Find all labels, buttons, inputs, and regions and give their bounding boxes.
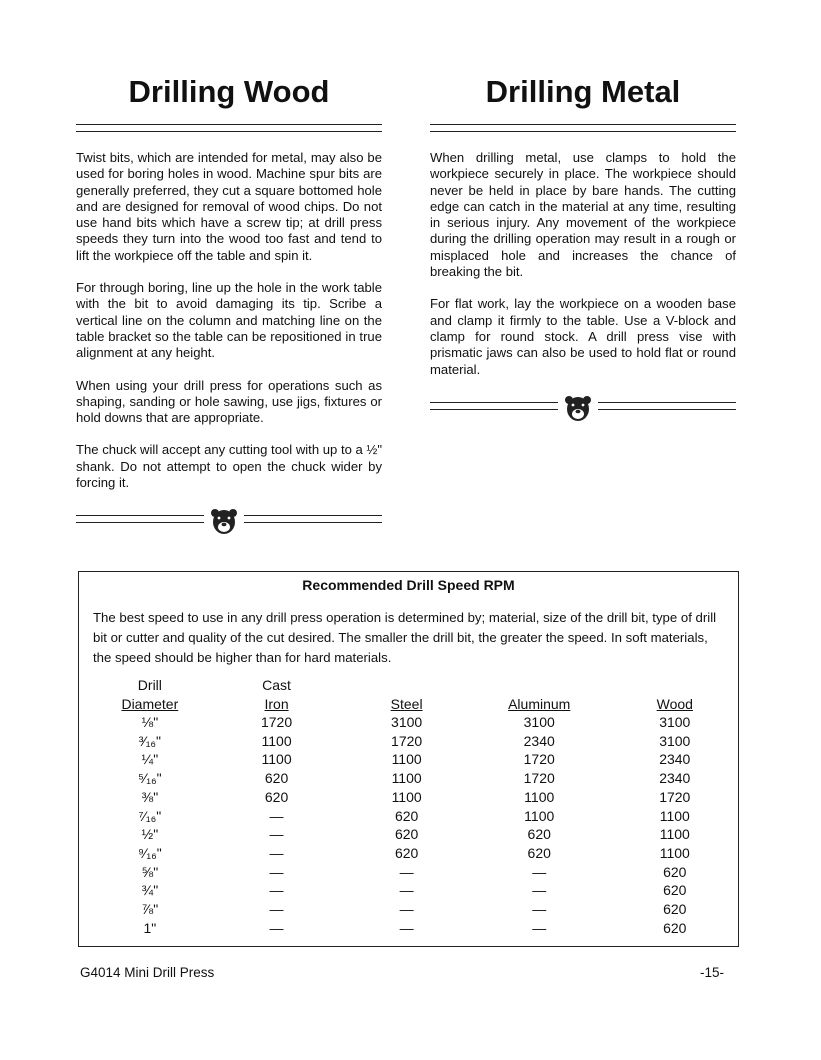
paragraph: For through boring, line up the hole in the work table with the bit to avoid damaging its tip. Scribe a vertical line on the column and matching line on the table bracket so the table can be repositioned in true alignment at any height. [76,280,382,361]
paragraph: When drilling metal, use clamps to hold the workpiece securely in place. The workpiece should never be held in place by bare hands. The cutting edge can catch in the material at any time, resulting in serious injury. Any movement of the workpiece during the drilling operation may result in a rough or misplaced hole and increases the chance of breaking the bit. [430,150,736,280]
cell-diameter: ½" [141,826,159,843]
paragraph: When using your drill press for operations such as shaping, sanding or hole sawing, use jigs, fixtures or hold downs that are appropriate. [76,377,382,426]
cell-steel: — [399,901,414,918]
cell-cast-iron: — [269,863,284,880]
cell-steel: 620 [394,844,419,861]
cell-wood: 3100 [659,714,691,730]
cell-diameter: ⁵⁄₁₆" [138,770,162,787]
table-row [93,788,738,807]
cell-wood: 3100 [659,732,691,749]
cell-wood: 1100 [659,844,690,861]
drill-speed-box [78,571,739,947]
table-row [93,713,738,732]
table-row [93,825,738,844]
table-row [93,900,738,919]
bear-head-icon [563,394,593,424]
cell-diameter: ⁷⁄₁₆" [138,807,162,824]
cell-steel: 1720 [391,732,423,749]
cell-aluminum: — [532,863,547,880]
cell-steel: 1100 [391,751,422,768]
cell-cast-iron: — [269,844,284,861]
cell-steel: 620 [394,826,419,843]
cell-wood: 620 [663,882,687,899]
heading-rule [430,124,736,132]
table-row [93,750,738,769]
cell-cast-iron: — [269,901,284,918]
cell-wood: 2340 [659,770,691,787]
cell-steel: 620 [394,807,419,824]
cell-cast-iron: 1100 [261,751,292,768]
cell-diameter: ⅜" [141,788,159,805]
cell-aluminum: 2340 [523,732,555,749]
cell-wood: 2340 [659,751,691,768]
table-row [93,881,738,900]
cell-wood: 620 [663,919,687,936]
cell-aluminum: — [532,919,547,936]
col-header-iron-top: Cast [262,677,291,693]
cell-aluminum: 3100 [523,714,555,730]
drilling-wood-text [76,150,382,537]
table-row [93,732,738,751]
cell-cast-iron: — [269,826,284,843]
page-number: -15- [700,965,725,980]
paragraph: The chuck will accept any cutting tool with up to a ½" shank. Do not attempt to open the chuck wider by forcing it. [76,442,382,491]
cell-cast-iron: 1100 [261,732,292,749]
table-row [93,844,738,863]
cell-diameter: ¼" [141,751,159,768]
cell-steel: 3100 [391,714,423,730]
table-row [93,769,738,788]
footer-model: G4014 Mini Drill Press [80,965,215,980]
cell-steel: — [399,919,414,936]
col-header-diameter-top: Drill [137,677,162,693]
col-header-diameter: Diameter [121,695,179,712]
drilling-metal-heading: Drilling Metal [485,74,681,109]
cell-diameter: ⅞" [141,901,159,918]
cell-diameter: ³⁄₁₆" [138,732,162,749]
cell-diameter: ⅛" [141,714,159,730]
table-row [93,863,738,882]
cell-diameter: ⅝" [141,863,159,880]
col-header-wood: Wood [656,695,693,712]
cell-steel: — [399,863,414,880]
cell-aluminum: 620 [527,844,551,861]
section-divider [430,394,736,424]
cell-wood: 1100 [659,807,690,824]
paragraph: For flat work, lay the workpiece on a wooden base and clamp it firmly to the table. Use a V-block and clamp for round stock. A drill press vise with prismatic jaws can also be used to hold flat or round material. [430,296,736,377]
cell-wood: 620 [663,863,687,880]
cell-diameter: ¾" [141,882,159,899]
cell-aluminum: 620 [527,826,551,843]
cell-cast-iron: — [269,919,284,936]
heading-rule [76,124,382,132]
cell-cast-iron: — [269,882,284,899]
paragraph: Twist bits, which are intended for metal, may also be used for boring holes in wood. Machine spur bits are generally preferred, they cut a square bottomed hole and are designed for removal of wood chips. Do not use hand bits which have a screw tip; at drill press speeds they turn into the wood too fast and tend to lift the workpiece off the table and spin it. [76,150,382,263]
cell-cast-iron: 1720 [260,714,293,730]
cell-wood: 620 [663,901,687,918]
section-divider [76,507,382,537]
col-header-aluminum: Aluminum [508,695,571,712]
col-header-steel: Steel [390,695,423,712]
drill-speed-table [93,676,738,937]
cell-aluminum: 1100 [524,788,555,805]
cell-aluminum: 1720 [523,770,555,787]
table-row [93,807,738,826]
cell-cast-iron: 620 [264,788,289,805]
cell-wood: 1720 [659,788,691,805]
table-row [93,919,738,938]
cell-cast-iron: 620 [264,770,289,787]
col-header-cast-iron: Iron [264,695,289,712]
cell-wood: 1100 [659,826,690,843]
cell-steel: — [399,882,414,899]
cell-aluminum: — [532,901,547,918]
cell-aluminum: 1720 [523,751,555,768]
bear-head-icon [209,507,239,537]
drilling-wood-heading: Drilling Wood [128,74,330,109]
cell-steel: 1100 [391,770,422,787]
cell-steel: 1100 [391,788,422,805]
drill-speed-intro: The best speed to use in any drill press operation is determined by; material, size of the drill bit, type of drill bit or cutter and quality of the cut desired. The smaller the drill bit, the greater the speed. In soft materials, the speed should be higher than for hard materials. [93,610,717,665]
table-header-row [93,695,738,714]
cell-diameter: 1" [143,919,157,936]
cell-cast-iron: — [269,807,284,824]
drill-speed-title: Recommended Drill Speed RPM [302,577,515,593]
cell-diameter: ⁹⁄₁₆" [138,844,162,861]
drilling-metal-text [430,150,736,424]
cell-aluminum: 1100 [524,807,555,824]
table-header-row [93,676,738,695]
cell-aluminum: — [532,882,547,899]
